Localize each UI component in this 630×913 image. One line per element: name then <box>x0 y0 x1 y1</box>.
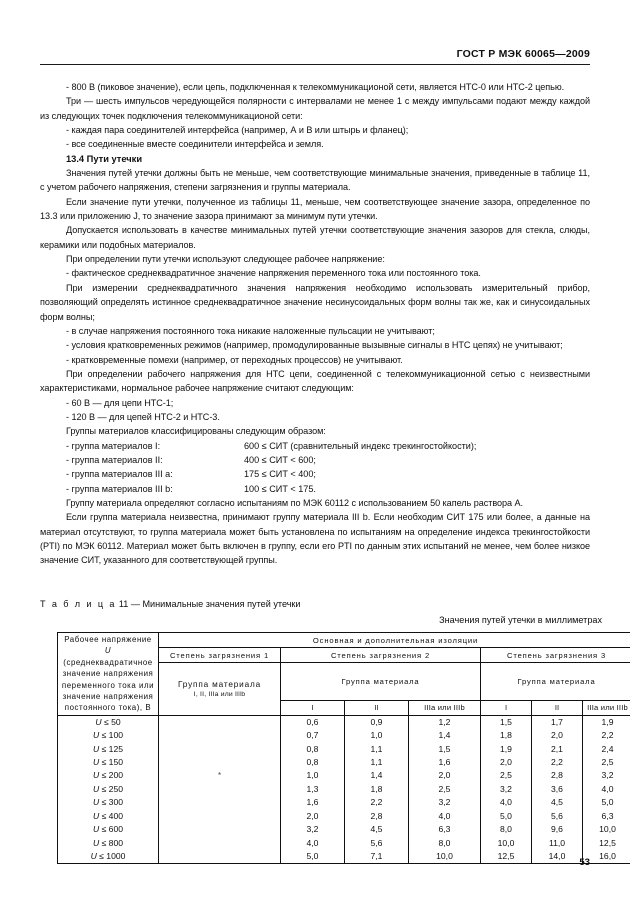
table-row <box>58 783 630 796</box>
section-heading-13-4: 13.4 Пути утечки <box>66 153 143 164</box>
header-material-group-pd2: Группа материала <box>281 663 481 701</box>
material-group-term: - группа материалов I: <box>66 440 161 451</box>
bullet-60v-htc1: - 60 В — для цепи НТС-1; <box>66 397 174 408</box>
material-group-value: 175 ≤ СИТ < 400; <box>244 469 316 480</box>
bullet-short-disturbances: - кратковременные помехи (например, от переходных процессов) не учитывают. <box>66 354 403 365</box>
cell-pd3-group-i: 1,5 <box>481 715 532 729</box>
cell-pd3-group-i: 8,0 <box>481 823 532 836</box>
row-voltage-label: U ≤ 600 <box>58 823 159 836</box>
header-working-voltage-line4: переменного тока или <box>61 680 155 690</box>
header-pollution-degree-3: Степень загрязнения 3 <box>481 648 630 663</box>
table-row <box>58 810 630 823</box>
bullet-interface-ground: - все соединенные вместе соединители интерфейса и земля. <box>66 139 324 150</box>
table-body <box>58 715 630 863</box>
cell-pd2-group-i: 1,0 <box>281 769 345 782</box>
table-caption-dash: — <box>130 599 140 609</box>
cell-pd2-group-i: 2,0 <box>281 810 345 823</box>
header-material-group-pd3: Группа материала <box>481 663 630 701</box>
header-working-voltage-line5: значение напряжения <box>62 692 154 702</box>
cell-pd2-group-ii: 1,0 <box>345 729 409 742</box>
cell-pd2-group-iii: 6,3 <box>409 823 481 836</box>
cell-pd2-group-ii: 2,2 <box>345 796 409 809</box>
header-pd2-group-i: I <box>281 700 345 715</box>
cell-pd3-group-i: 2,5 <box>481 769 532 782</box>
cell-pd2-group-iii: 1,4 <box>409 729 481 742</box>
bullet-120v-htc23: - 120 В — для цепей НТС-2 и НТС-3. <box>66 411 220 422</box>
running-header-standard: ГОСТ Р МЭК 60065—2009 <box>456 48 590 60</box>
cell-pd3-group-ii: 14,0 <box>532 850 583 864</box>
header-working-voltage <box>58 633 159 716</box>
cell-pd2-group-iii: 2,5 <box>409 783 481 796</box>
paragraph-htc-unknown-network: При определении рабочего напряжения для НТС цепи, соединенной с телекоммуникационной сетью с неизвестными характеристиками, нормальное рабочее напряжение считают следующим: <box>40 368 590 394</box>
material-group-term: - группа материалов III a: <box>66 469 173 480</box>
material-group-value: 600 ≤ СИТ (сравнительный индекс трекингостойкости); <box>244 440 477 451</box>
table-row <box>58 743 630 756</box>
cell-pd2-group-i: 4,0 <box>281 837 345 850</box>
row-voltage-label: U ≤ 100 <box>58 729 159 742</box>
cell-pd3-group-i: 4,0 <box>481 796 532 809</box>
table-units-note: Значения путей утечки в миллиметрах <box>439 615 602 625</box>
table-row <box>58 850 630 864</box>
cell-pd3-group-iii: 16,0 <box>583 850 630 864</box>
header-pollution-degree-2: Степень загрязнения 2 <box>281 648 481 663</box>
cell-pd2-group-iii: 1,5 <box>409 743 481 756</box>
header-pd2-group-iii: IIIa или IIIb <box>409 700 481 715</box>
cell-pd2-group-i: 1,6 <box>281 796 345 809</box>
cell-pd3-group-ii: 4,5 <box>532 796 583 809</box>
material-group-value: 100 ≤ СИТ < 175. <box>244 483 316 494</box>
header-pd3-group-i: I <box>481 700 532 715</box>
cell-pd2-group-iii: 1,2 <box>409 715 481 729</box>
row-voltage-label: U ≤ 1000 <box>58 850 159 864</box>
cell-pd2-group-ii: 1,1 <box>345 743 409 756</box>
page-number: 53 <box>579 857 590 868</box>
cell-pd2-group-i: 3,2 <box>281 823 345 836</box>
cell-pd1-group-all <box>159 796 281 809</box>
table-row <box>58 756 630 769</box>
cell-pd1-group-all <box>159 715 281 729</box>
cell-pd3-group-iii: 2,5 <box>583 756 630 769</box>
cell-pd3-group-iii: 1,9 <box>583 715 630 729</box>
cell-pd3-group-ii: 2,0 <box>532 729 583 742</box>
header-pollution-degree-1: Степень загрязнения 1 <box>159 648 281 663</box>
paragraph-800v: - 800 В (пиковое значение), если цепь, подключенная к телекоммуникационой сети, является НТС-0 или НТС-2 цепью. <box>66 82 565 92</box>
cell-pd1-group-all <box>159 837 281 850</box>
cell-pd2-group-i: 5,0 <box>281 850 345 864</box>
table-row <box>58 769 630 782</box>
cell-pd3-group-i: 12,5 <box>481 850 532 864</box>
cell-pd3-group-iii: 6,3 <box>583 810 630 823</box>
row-voltage-label: U ≤ 300 <box>58 796 159 809</box>
header-working-voltage-symbol: U <box>104 646 112 656</box>
paragraph-creepage-vs-clearance: Если значение пути утечки, полученное из таблицы 11, меньше, чем соответствующее значение зазора, определенное по 13.3 или приложению J, то значение зазора принимают за минимум пути утечки. <box>40 196 590 222</box>
row-voltage-label: U ≤ 250 <box>58 783 159 796</box>
cell-pd1-group-all <box>159 810 281 823</box>
cell-pd1-group-all <box>159 756 281 769</box>
cell-pd3-group-iii: 12,5 <box>583 837 630 850</box>
material-group-row <box>66 482 590 496</box>
table-caption-title: Минимальные значения путей утечки <box>142 599 301 609</box>
cell-pd1-group-all <box>159 729 281 742</box>
header-material-group-pd1 <box>159 663 281 716</box>
table-header-row-1 <box>58 633 630 648</box>
header-material-group-pd1-sub: I, II, IIIa или IIIb <box>193 690 246 698</box>
cell-pd2-group-ii: 1,8 <box>345 783 409 796</box>
material-group-term: - группа материалов III b: <box>66 483 173 494</box>
row-voltage-label: U ≤ 50 <box>58 715 159 729</box>
cell-pd2-group-ii: 1,1 <box>345 756 409 769</box>
paragraph-working-voltage-intro: При определении пути утечки используют следующее рабочее напряжение: <box>66 254 385 265</box>
cell-pd3-group-iii: 10,0 <box>583 823 630 836</box>
paragraph-glass-mica: Допускается использовать в качестве минимальных путей утечки соответствующие значения зазоров для стекла, слюды, керамики или подобных материалов. <box>40 225 590 250</box>
bullet-interface-pair: - каждая пара соединителей интерфейса (например, А и В или штырь и фланец); <box>66 125 409 136</box>
row-voltage-label: U ≤ 400 <box>58 810 159 823</box>
cell-pd3-group-i: 1,9 <box>481 743 532 756</box>
table-row <box>58 823 630 836</box>
header-working-voltage-line6: постоянного тока), В <box>64 703 152 713</box>
bullet-rms-actual: - фактическое среднеквадратичное значение напряжения переменного тока или постоянного тока. <box>66 268 481 279</box>
material-group-row <box>66 453 590 467</box>
paragraph-pulses: Три — шесть импульсов чередующейся полярности с интервалами не менее 1 с между импульсами подают между каждой из следующих точек подключения телекоммуникационой сети: <box>40 96 590 121</box>
cell-pd2-group-ii: 2,8 <box>345 810 409 823</box>
cell-pd3-group-i: 3,2 <box>481 783 532 796</box>
cell-pd2-group-i: 0,8 <box>281 743 345 756</box>
material-group-term: - группа материалов II: <box>66 454 163 465</box>
header-working-voltage-line1: Рабочее напряжение <box>64 635 152 644</box>
material-group-row <box>66 439 590 453</box>
cell-pd3-group-i: 1,8 <box>481 729 532 742</box>
table-row <box>58 796 630 809</box>
cell-pd3-group-ii: 1,7 <box>532 715 583 729</box>
cell-pd3-group-ii: 11,0 <box>532 837 583 850</box>
header-pd2-group-ii: II <box>345 700 409 715</box>
header-material-group-pd1-title: Группа материала <box>177 679 262 689</box>
cell-pd3-group-ii: 3,6 <box>532 783 583 796</box>
cell-pd3-group-iii: 2,2 <box>583 729 630 742</box>
cell-pd3-group-iii: 3,2 <box>583 769 630 782</box>
header-working-voltage-line3: значение напряжения <box>62 669 154 679</box>
footnote-asterisk: * <box>217 770 222 780</box>
cell-pd1-group-all <box>159 823 281 836</box>
cell-pd3-group-ii: 2,8 <box>532 769 583 782</box>
table-caption-number: 11 <box>118 599 129 609</box>
table-row <box>58 715 630 729</box>
material-group-value: 400 ≤ СИТ < 600; <box>244 454 316 465</box>
cell-pd2-group-ii: 4,5 <box>345 823 409 836</box>
table-row <box>58 837 630 850</box>
creepage-distances-table <box>57 632 630 864</box>
cell-pd3-group-i: 10,0 <box>481 837 532 850</box>
cell-pd2-group-i: 1,3 <box>281 783 345 796</box>
cell-pd3-group-i: 2,0 <box>481 756 532 769</box>
table-row <box>58 729 630 742</box>
cell-pd3-group-ii: 2,2 <box>532 756 583 769</box>
row-voltage-label: U ≤ 200 <box>58 769 159 782</box>
cell-pd3-group-iii: 2,4 <box>583 743 630 756</box>
cell-pd2-group-iii: 3,2 <box>409 796 481 809</box>
cell-pd2-group-iii: 1,6 <box>409 756 481 769</box>
table-caption-label: Т а б л и ц а <box>40 599 117 609</box>
cell-pd2-group-i: 0,6 <box>281 715 345 729</box>
header-basic-supplementary-insulation: Основная и дополнительная изоляции <box>159 633 630 648</box>
row-voltage-label: U ≤ 125 <box>58 743 159 756</box>
paragraph-true-rms-instrument: При измерении среднеквадратичного значения напряжения необходимо использовать измерительный прибор, позволяющий определять истинное среднеквадратичное значение несинусоидальных форм волны так же, как и синусоидальных форм волны; <box>40 282 590 322</box>
cell-pd3-group-ii: 9,6 <box>532 823 583 836</box>
header-working-voltage-line2: (среднеквадратичное <box>63 657 153 667</box>
row-voltage-label: U ≤ 150 <box>58 756 159 769</box>
cell-pd2-group-iii: 10,0 <box>409 850 481 864</box>
bullet-dc-ripple: - в случае напряжения постоянного тока никакие наложенные пульсации не учитывают; <box>66 325 435 336</box>
paragraph-iec60112-test: Группу материала определяют согласно испытаниям по МЭК 60112 с использованием 50 капель раствора А. <box>66 497 523 508</box>
cell-pd2-group-iii: 4,0 <box>409 810 481 823</box>
body-text-block <box>40 80 590 568</box>
cell-pd1-group-all <box>159 783 281 796</box>
table-head <box>58 633 630 716</box>
paragraph-unknown-group-pti: Если группа материала неизвестна, принимают группу материала III b. Если необходим СИТ 175 или более, а данные на материал отсутствуют, то группа материала может быть установлена по испытаниям на определение индекса трекингостойкости (PTI) по МЭК 60112. Материал может быть включен в группу, если его PTI по данным этих испытаний не менее, чем более низкое значение СИТ, указанного для соответствующей группы. <box>40 512 590 566</box>
cell-pd1-group-all <box>159 769 281 782</box>
cell-pd3-group-i: 5,0 <box>481 810 532 823</box>
material-group-row <box>66 467 590 481</box>
cell-pd2-group-ii: 7,1 <box>345 850 409 864</box>
header-rule <box>40 64 590 65</box>
cell-pd2-group-iii: 8,0 <box>409 837 481 850</box>
bullet-transient-conditions: - условия кратковременных режимов (например, промодулированные вызывные сигналы в НТС цепях) не учитывают; <box>66 340 563 351</box>
cell-pd3-group-ii: 2,1 <box>532 743 583 756</box>
cell-pd2-group-ii: 5,6 <box>345 837 409 850</box>
cell-pd2-group-iii: 2,0 <box>409 769 481 782</box>
cell-pd1-group-all <box>159 850 281 864</box>
paragraph-creepage-min: Значения путей утечки должны быть не меньше, чем соответствующие минимальные значения, приведенные в таблице 11, с учетом рабочего напряжения, степени загрязнения и группы материала. <box>40 168 590 193</box>
cell-pd3-group-iii: 4,0 <box>583 783 630 796</box>
cell-pd1-group-all <box>159 743 281 756</box>
header-pd3-group-iii: IIIa или IIIb <box>583 700 630 715</box>
cell-pd3-group-iii: 5,0 <box>583 796 630 809</box>
table-caption <box>40 599 301 609</box>
cell-pd2-group-i: 0,7 <box>281 729 345 742</box>
paragraph-material-groups-intro: Группы материалов классифицированы следующим образом: <box>66 426 326 437</box>
header-pd3-group-ii: II <box>532 700 583 715</box>
material-group-list <box>40 439 590 496</box>
cell-pd2-group-i: 0,8 <box>281 756 345 769</box>
cell-pd2-group-ii: 1,4 <box>345 769 409 782</box>
cell-pd3-group-ii: 5,6 <box>532 810 583 823</box>
row-voltage-label: U ≤ 800 <box>58 837 159 850</box>
cell-pd2-group-ii: 0,9 <box>345 715 409 729</box>
